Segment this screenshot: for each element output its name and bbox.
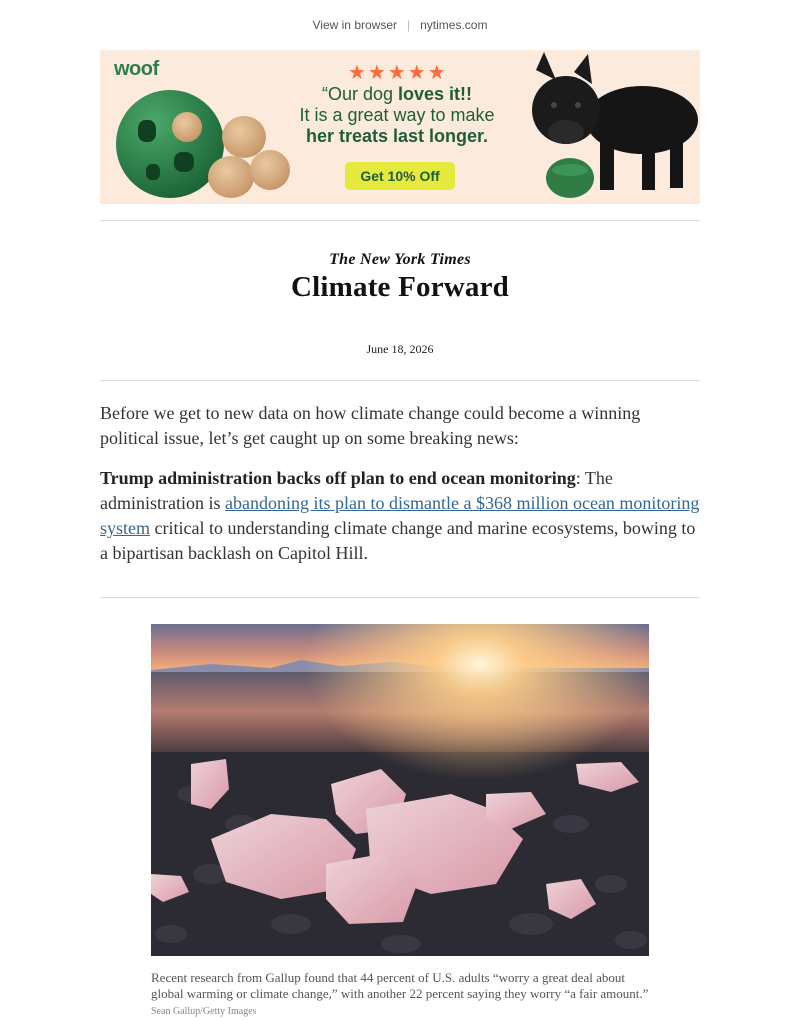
treat-image — [250, 150, 290, 190]
news-item-rest: critical to understanding climate change and marine ecosystems, bowing to a bipartisan backlash on Capitol Hill. — [100, 518, 696, 563]
french-bulldog-image — [530, 50, 700, 204]
quote-start: “Our dog — [321, 84, 399, 104]
woof-logo: woof — [114, 58, 159, 80]
news-item-paragraph — [100, 466, 700, 566]
treat-image — [172, 112, 202, 142]
newsletter-masthead — [0, 221, 800, 356]
ice-on-beach-photo[interactable] — [151, 624, 649, 956]
issue-date: June 18, 2026 — [366, 342, 434, 356]
article-figure — [151, 624, 649, 1020]
newsletter-body — [100, 381, 700, 566]
photo-credit: Sean Gallup/Getty Images — [151, 1006, 257, 1017]
caption-text: Recent research from Gallup found that 44 percent of U.S. adults “worry a great deal about global warming or climate change,” with another 22 percent saying they worry “a fair amount.” — [151, 970, 649, 1001]
treat-image — [208, 156, 254, 198]
top-links-bar — [0, 0, 800, 50]
advertisement-banner[interactable] — [100, 50, 700, 204]
ad-testimonial — [280, 84, 514, 147]
quote-bold-2: her treats last longer. — [305, 126, 489, 146]
ball-hole — [146, 164, 160, 180]
ocean-monitoring-link[interactable]: abandoning its plan to dismantle a $368 million ocean monitoring system — [100, 493, 700, 538]
news-item-headline: Trump administration backs off plan to end ocean monitoring — [100, 468, 576, 488]
view-in-browser-link[interactable]: View in browser — [312, 18, 397, 32]
nyt-logo: The New York Times — [329, 251, 471, 268]
newsletter-title: Climate Forward — [290, 271, 510, 303]
nytimes-link[interactable]: nytimes.com — [420, 18, 488, 32]
link-separator: | — [407, 18, 411, 32]
get-discount-button[interactable]: Get 10% Off — [345, 162, 455, 190]
quote-bold-1: loves it!! — [398, 84, 473, 104]
quote-line-2: It is a great way to make — [299, 105, 495, 125]
news-item-lead: : The administration is — [100, 468, 613, 513]
intro-paragraph: Before we get to new data on how climate change could become a winning political issue, let’s get caught up on some breaking news: — [100, 403, 641, 448]
ball-hole — [138, 120, 156, 142]
photo-caption — [151, 970, 649, 1020]
rating-stars: ★★★★★ — [348, 62, 448, 84]
ball-hole — [174, 152, 194, 172]
divider — [100, 597, 700, 598]
